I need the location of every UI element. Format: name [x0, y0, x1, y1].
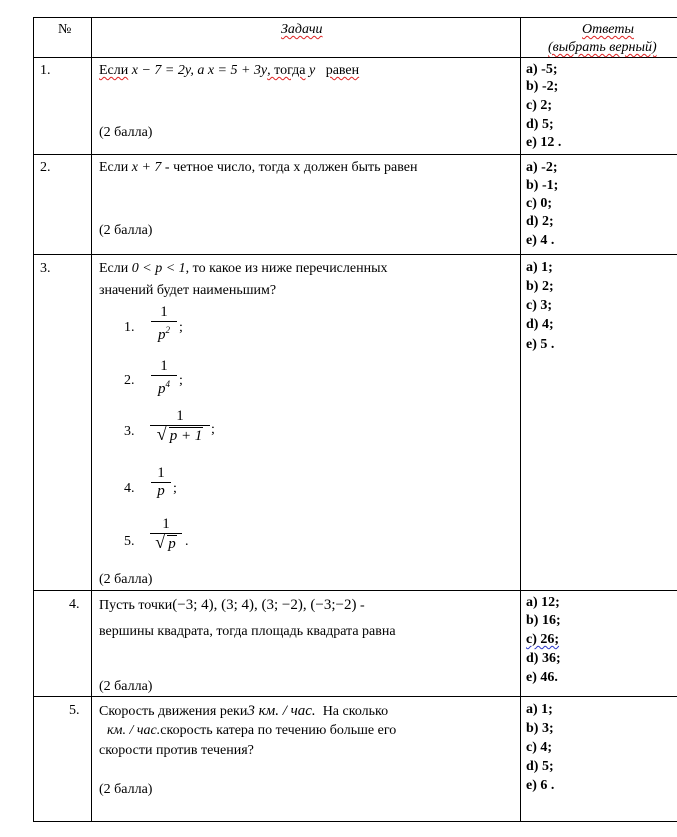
fraction-denominator [150, 534, 182, 553]
q3-option-1-fraction [151, 304, 177, 344]
q1-points: (2 балла) [99, 125, 153, 140]
header-tasks-label: Задачи [281, 22, 323, 37]
column-divider [91, 17, 92, 822]
q3-text-line2: значений будет наименьшим? [99, 283, 277, 298]
q2-answer-d: d) 2; [526, 214, 554, 229]
q4-answer-c-label: c) 26; [526, 632, 560, 647]
q1-then: , тогда [267, 63, 306, 78]
q3-option-3-fraction [150, 408, 210, 445]
q1-answer-c: c) 2; [526, 98, 553, 113]
radical-icon: √ [156, 424, 167, 444]
q2-points: (2 балла) [99, 223, 153, 238]
q3-option-5-fraction [150, 516, 182, 553]
q3-option-4-fraction [151, 465, 171, 500]
q1-answer-e: e) 12 . [526, 135, 562, 150]
q3-if: Если [99, 261, 129, 276]
table-border-left [33, 17, 34, 822]
q3-answer-b: b) 2; [526, 279, 554, 294]
q4-number: 4. [69, 597, 80, 612]
q3-option-3-number: 3. [124, 424, 135, 439]
q5-line2: скорость катера по течению больше его [160, 723, 397, 738]
header-tasks [281, 22, 323, 38]
q3-option-1-tail: ; [179, 320, 183, 335]
q3-option-5-tail: . [185, 534, 189, 549]
fraction-denominator [151, 322, 177, 344]
q1-answer-b: b) -2; [526, 79, 559, 94]
q3-answer-e: e) 5 . [526, 337, 555, 352]
q2-answer-c: c) 0; [526, 196, 553, 211]
q3-option-2-number: 2. [124, 373, 135, 388]
denominator-power: 4 [165, 379, 170, 389]
row-divider [33, 57, 677, 58]
q5-text [99, 703, 388, 720]
denominator-power: 2 [165, 325, 170, 335]
q2-answer-e: e) 4 . [526, 233, 555, 248]
header-answers-note [548, 40, 657, 56]
table-border-bottom [33, 821, 677, 822]
sqrt-sign [156, 424, 204, 445]
header-answers-note-label: (выбрать верный) [548, 40, 657, 55]
q1-number: 1. [40, 63, 51, 78]
q5-answer-a: a) 1; [526, 702, 553, 717]
q5-line1: Скорость движения реки [99, 704, 248, 719]
q2-expr: x + 7 [131, 160, 162, 175]
q3-points: (2 балла) [99, 572, 153, 587]
fraction-numerator: 1 [160, 358, 168, 374]
radical-icon: √ [155, 532, 166, 552]
q5-text-line3: скорости против течения? [99, 743, 254, 758]
q3-number: 3. [40, 261, 51, 276]
fraction-numerator: 1 [160, 304, 168, 320]
fraction-denominator [150, 426, 210, 445]
q3-answer-d: d) 4; [526, 317, 554, 332]
fraction-denominator: p [157, 483, 165, 499]
denominator-base: p [158, 381, 166, 397]
table-border-top [33, 17, 677, 18]
q2-answer-a: a) -2; [526, 160, 558, 175]
q5-answer-c: c) 4; [526, 740, 553, 755]
q3-option-2-fraction [151, 358, 177, 398]
row-divider [33, 696, 677, 697]
q4-answer-a: a) 12; [526, 595, 560, 610]
q3-text [99, 261, 388, 277]
q5-number: 5. [69, 703, 80, 718]
denominator-base: p [158, 327, 166, 343]
q4-answer-e: e) 46. [526, 670, 558, 685]
row-divider [33, 590, 677, 591]
q5-text-line2 [107, 723, 396, 739]
q3-option-3-tail: ; [211, 422, 215, 437]
q4-points: (2 балла) [99, 679, 153, 694]
sqrt-sign [155, 532, 177, 553]
q5-answer-d: d) 5; [526, 759, 554, 774]
q2-number: 2. [40, 160, 51, 175]
header-answers-label: Ответы [582, 22, 634, 37]
column-divider [520, 17, 521, 822]
q1-expr2: x = 5 + 3y [207, 63, 268, 78]
tasks-table [33, 17, 677, 822]
q5-line1b: На сколько [322, 704, 389, 719]
q1-answer-d: d) 5; [526, 117, 554, 132]
q3-option-4-number: 4. [124, 481, 135, 496]
q3-rest: , то какое из ниже перечисленных [185, 261, 388, 276]
fraction-numerator: 1 [157, 465, 165, 481]
q4-answer-d: d) 36; [526, 651, 561, 666]
q1-equal: равен [325, 63, 360, 78]
q5-unit: км. / час. [107, 723, 161, 738]
q4-answer-c [526, 632, 559, 648]
q4-start: Пусть точки [99, 598, 173, 613]
header-answers [582, 22, 634, 38]
fraction-numerator: 1 [176, 408, 184, 424]
q1-answer-a: a) -5; [526, 62, 558, 77]
radicand: p + 1 [169, 428, 203, 444]
q5-points: (2 балла) [99, 782, 153, 797]
row-divider [33, 254, 677, 255]
q1-expr1: x − 7 = 2y [131, 63, 191, 78]
q2-rest: - четное число, тогда х должен быть равен [164, 160, 418, 175]
fraction-numerator: 1 [162, 516, 170, 532]
q3-option-2-tail: ; [179, 373, 183, 388]
row-divider [33, 154, 677, 155]
q3-expr: 0 < p < 1 [131, 261, 186, 276]
q4-points-list: (−3; 4), (3; 4), (3; −2), (−3;−2) [172, 597, 357, 613]
q4-text [99, 597, 365, 614]
q1-text [99, 63, 359, 79]
q1-comma-a: , a [190, 63, 205, 78]
q3-option-1-number: 1. [124, 320, 135, 335]
q5-answer-b: b) 3; [526, 721, 554, 736]
q4-text-line2: вершины квадрата, тогда площадь квадрата равна [99, 624, 396, 639]
q1-y: y [308, 63, 316, 78]
fraction-denominator [151, 376, 177, 398]
q2-answer-b: b) -1; [526, 178, 559, 193]
q3-option-4-tail: ; [173, 481, 177, 496]
q5-speed: 3 км. / час. [247, 703, 316, 719]
q4-dash: - [359, 598, 365, 613]
q3-answer-a: a) 1; [526, 260, 553, 275]
q5-answer-e: e) 6 . [526, 778, 555, 793]
header-number: № [58, 22, 72, 37]
q4-answer-b: b) 16; [526, 613, 561, 628]
q1-if: Если [99, 63, 129, 78]
q3-option-5-number: 5. [124, 534, 135, 549]
q3-answer-c: c) 3; [526, 298, 553, 313]
q2-if: Если [99, 160, 129, 175]
q2-text [99, 160, 417, 176]
radicand: p [168, 536, 176, 552]
